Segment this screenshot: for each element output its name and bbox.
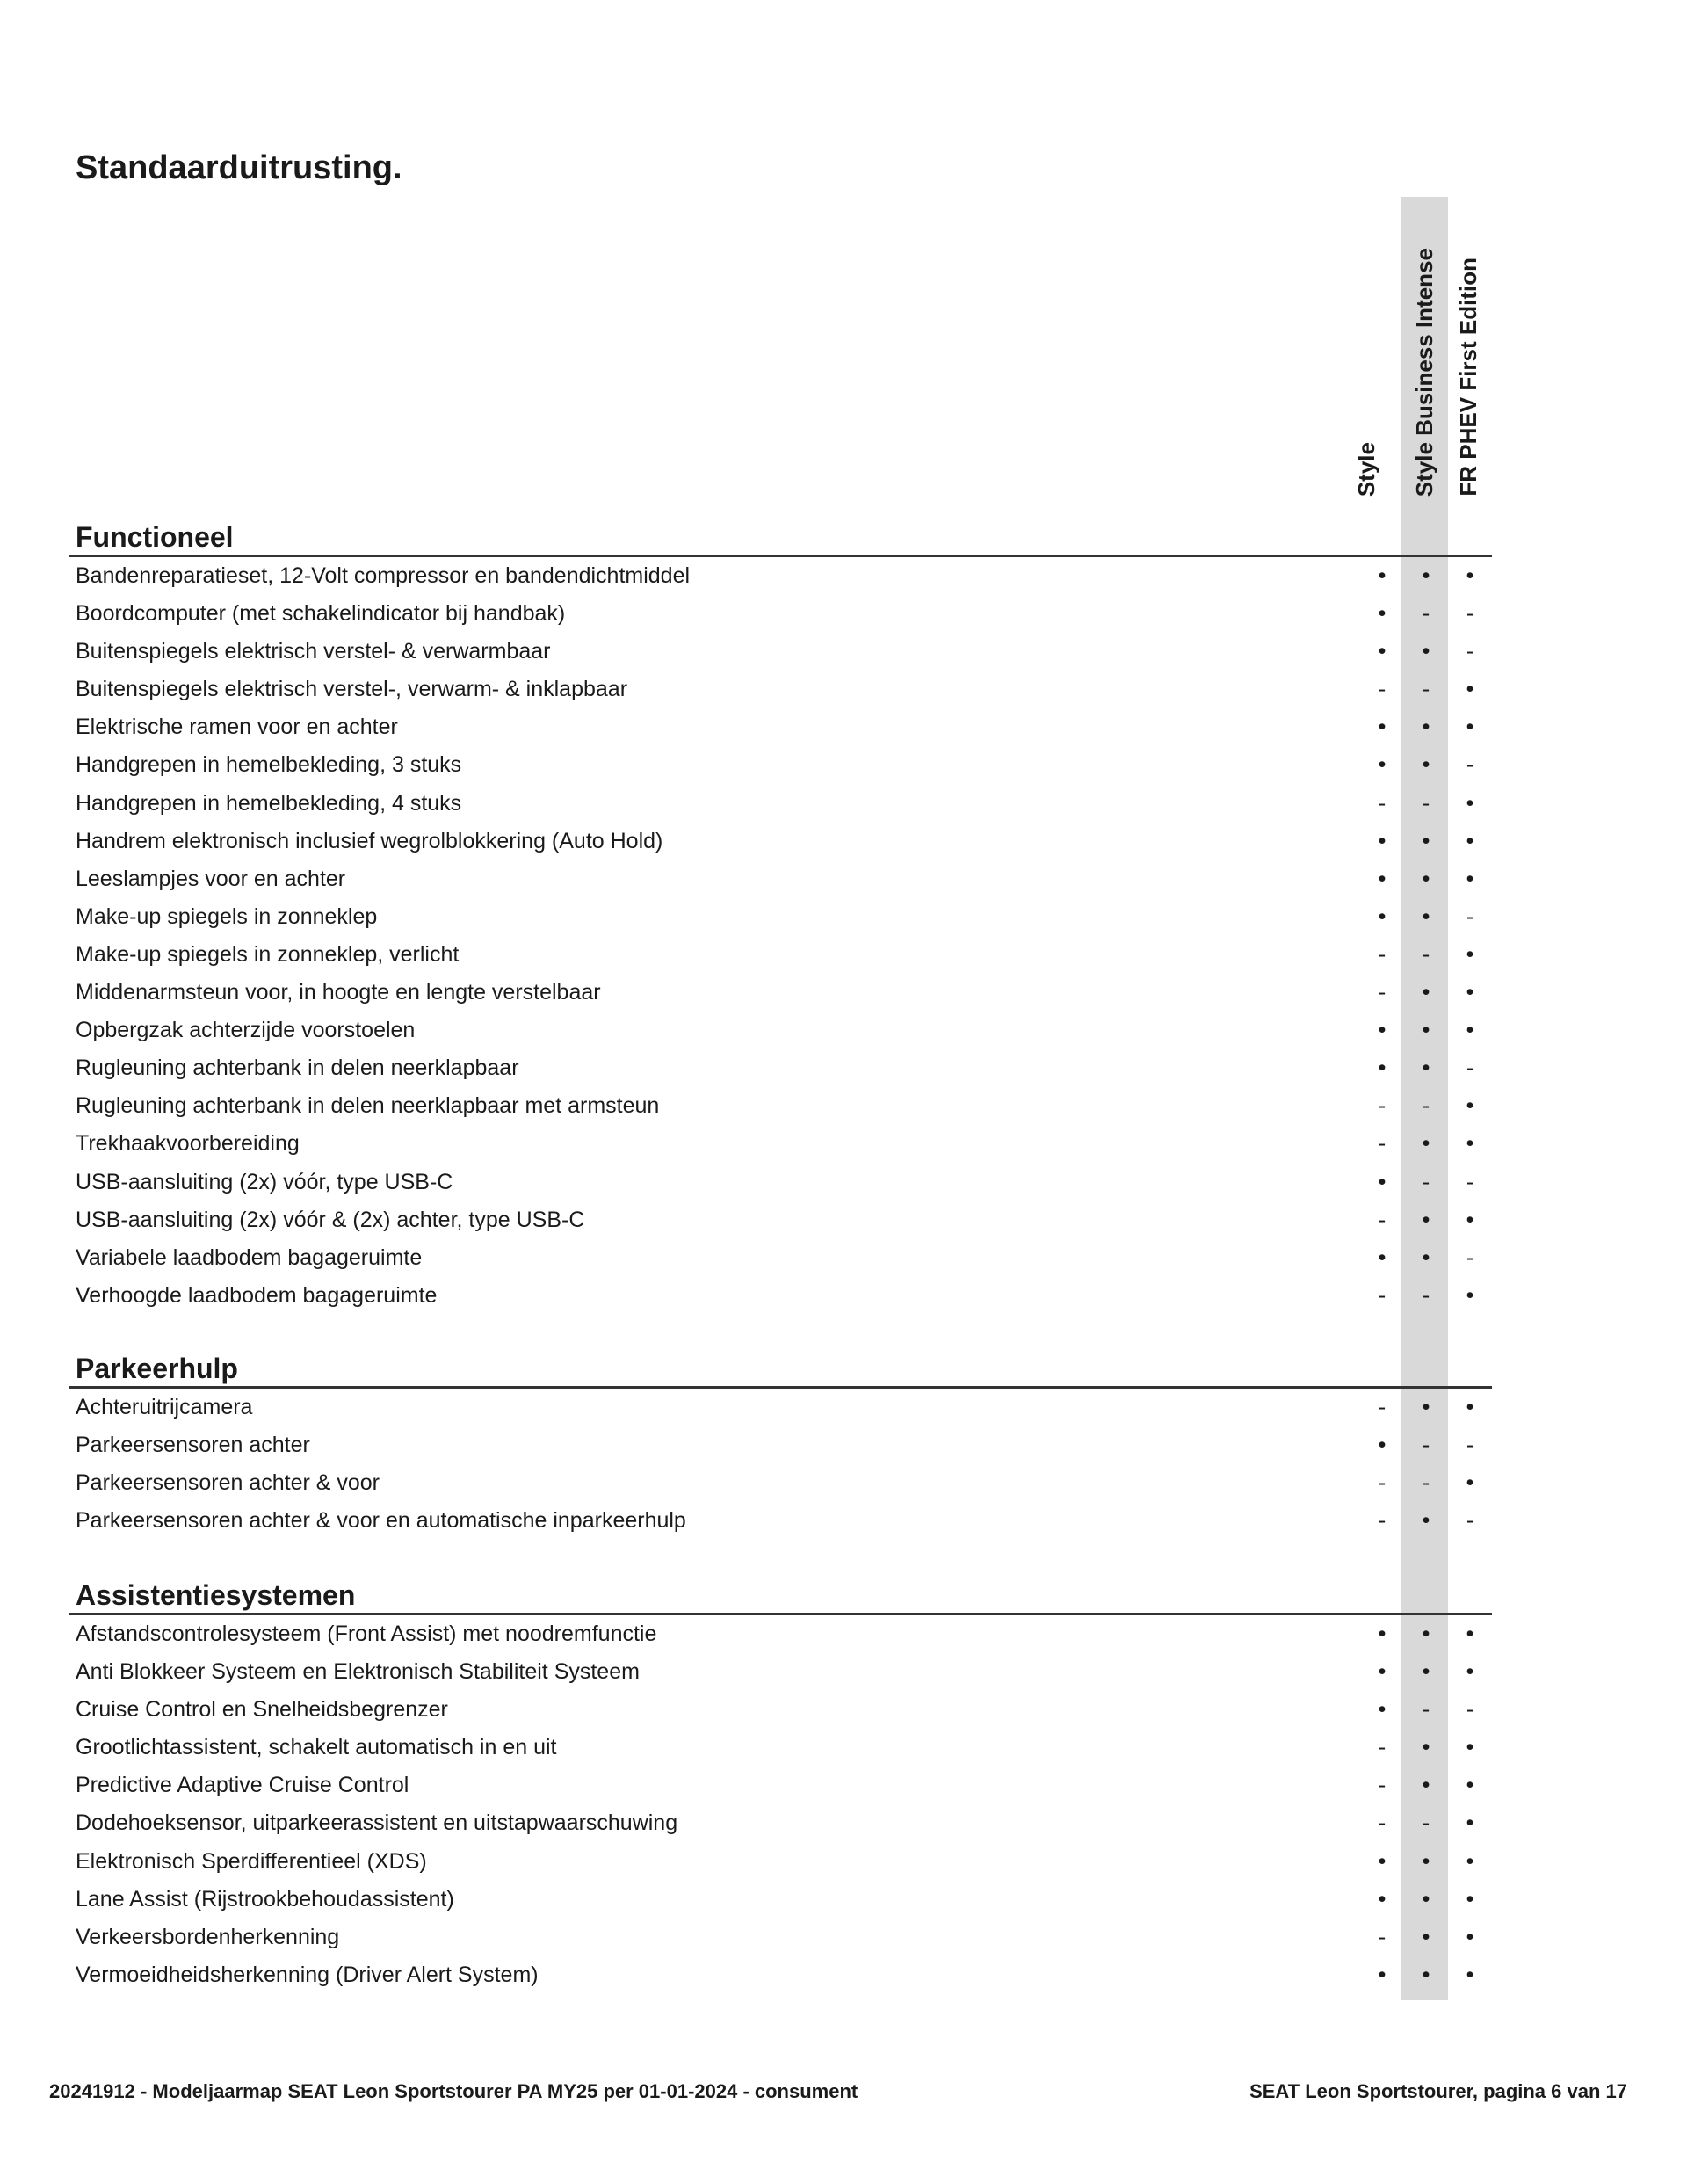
availability-mark: -	[1378, 941, 1387, 967]
feature-label: Handgrepen in hemelbekleding, 4 stuks	[76, 790, 462, 816]
feature-label: Verkeersbordenherkenning	[76, 1924, 340, 1949]
feature-label: Boordcomputer (met schakelindicator bij handbak)	[76, 601, 566, 627]
availability-mark: •	[1466, 866, 1474, 891]
availability-mark: •	[1422, 980, 1430, 1005]
table-row	[69, 1389, 1492, 1426]
table-row	[69, 1804, 1492, 1842]
feature-label: Anti Blokkeer Systeem en Elektronisch Stabiliteit Systeem	[76, 1659, 640, 1685]
availability-mark: •	[1422, 1735, 1430, 1760]
table-row	[69, 1919, 1492, 1956]
availability-mark: -	[1422, 1470, 1430, 1496]
availability-mark: •	[1422, 1924, 1430, 1949]
availability-mark: -	[1378, 1773, 1387, 1798]
availability-mark: -	[1422, 1810, 1430, 1836]
availability-mark: -	[1466, 1697, 1474, 1723]
availability-mark: -	[1378, 677, 1387, 702]
availability-mark: -	[1378, 1282, 1387, 1308]
availability-mark: •	[1422, 752, 1430, 778]
availability-mark: -	[1466, 1056, 1474, 1081]
feature-label: Achteruitrijcamera	[76, 1395, 253, 1419]
table-row	[69, 1653, 1492, 1691]
table-row	[69, 898, 1492, 936]
availability-mark: •	[1466, 1207, 1474, 1232]
availability-mark: •	[1378, 1697, 1387, 1723]
availability-mark: -	[1466, 1169, 1474, 1194]
feature-label: Make-up spiegels in zonneklep	[76, 903, 378, 929]
feature-label: USB-aansluiting (2x) vóór & (2x) achter, type USB-C	[76, 1207, 585, 1232]
table-row	[69, 1767, 1492, 1804]
availability-mark: •	[1378, 639, 1387, 664]
availability-mark: •	[1466, 1962, 1474, 1987]
table-row	[69, 1125, 1492, 1163]
availability-mark: -	[1422, 601, 1430, 627]
availability-mark: •	[1378, 1056, 1387, 1081]
availability-mark: -	[1378, 1131, 1387, 1157]
availability-mark: •	[1466, 828, 1474, 853]
availability-mark: •	[1422, 1508, 1430, 1534]
availability-mark: •	[1422, 1622, 1430, 1646]
feature-label: Make-up spiegels in zonneklep, verlicht	[76, 941, 460, 967]
availability-mark: •	[1378, 1962, 1387, 1987]
availability-mark: -	[1466, 752, 1474, 778]
table-row	[69, 595, 1492, 633]
feature-label: Grootlichtassistent, schakelt automatisch in en uit	[76, 1735, 557, 1760]
table-row	[69, 1729, 1492, 1767]
table-row	[69, 785, 1492, 823]
availability-mark: -	[1422, 1697, 1430, 1723]
table-row	[69, 708, 1492, 746]
feature-label: Opbergzak achterzijde voorstoelen	[76, 1018, 416, 1043]
feature-label: Cruise Control en Snelheidsbegrenzer	[76, 1697, 448, 1723]
availability-mark: •	[1466, 941, 1474, 967]
feature-label: USB-aansluiting (2x) vóór, type USB-C	[76, 1169, 453, 1194]
table-row	[69, 1502, 1492, 1540]
availability-mark: •	[1378, 1018, 1387, 1043]
feature-label: Leeslampjes voor en achter	[76, 866, 346, 891]
feature-label: Parkeersensoren achter & voor	[76, 1470, 380, 1496]
availability-mark: •	[1378, 601, 1387, 627]
availability-mark: •	[1466, 1773, 1474, 1798]
availability-mark: -	[1466, 903, 1474, 929]
table-row	[69, 936, 1492, 974]
section-functioneel	[69, 519, 1492, 1315]
availability-mark: -	[1422, 1169, 1430, 1194]
section-parkeerhulp	[69, 1351, 1492, 1540]
page-title: Standaarduitrusting.	[76, 149, 402, 186]
availability-mark: •	[1466, 1659, 1474, 1685]
availability-mark: -	[1466, 1508, 1474, 1534]
availability-mark: •	[1422, 1659, 1430, 1685]
feature-label: Rugleuning achterbank in delen neerklapbaar met armsteun	[76, 1093, 660, 1119]
availability-mark: •	[1422, 1773, 1430, 1798]
section-title: Parkeerhulp	[76, 1353, 238, 1384]
availability-mark: •	[1378, 1169, 1387, 1194]
availability-mark: -	[1378, 1810, 1387, 1836]
column-header-style-business-intense: Style Business Intense	[1411, 247, 1437, 497]
feature-label: Verhoogde laadbodem bagageruimte	[76, 1282, 438, 1308]
section-title: Functioneel	[76, 521, 234, 553]
availability-mark: •	[1466, 980, 1474, 1005]
availability-mark: -	[1378, 1093, 1387, 1119]
table-row	[69, 1164, 1492, 1201]
feature-label: Buitenspiegels elektrisch verstel- & verwarmbaar	[76, 639, 551, 664]
availability-mark: -	[1378, 1735, 1387, 1760]
availability-mark: -	[1422, 790, 1430, 816]
feature-label: Vermoeidheidsherkenning (Driver Alert System)	[76, 1962, 539, 1987]
availability-mark: •	[1422, 1244, 1430, 1270]
column-header-fr-phev-first-edition: FR PHEV First Edition	[1455, 258, 1481, 497]
feature-label: Predictive Adaptive Cruise Control	[76, 1773, 409, 1798]
availability-mark: •	[1466, 790, 1474, 816]
feature-label: Variabele laadbodem bagageruimte	[76, 1244, 423, 1270]
availability-mark: •	[1422, 563, 1430, 588]
table-row	[69, 1843, 1492, 1881]
availability-mark: •	[1422, 1395, 1430, 1419]
availability-mark: •	[1422, 1056, 1430, 1081]
availability-mark: •	[1422, 1962, 1430, 1987]
feature-label: Parkeersensoren achter & voor en automatische inparkeerhulp	[76, 1508, 686, 1534]
table-row	[69, 1881, 1492, 1919]
availability-mark: •	[1378, 903, 1387, 929]
availability-mark: •	[1466, 1131, 1474, 1157]
table-row	[69, 1049, 1492, 1087]
section-title: Assistentiesystemen	[76, 1579, 356, 1611]
availability-mark: -	[1466, 1433, 1474, 1458]
availability-mark: •	[1466, 1810, 1474, 1836]
table-row	[69, 1956, 1492, 1994]
availability-mark: •	[1466, 1282, 1474, 1308]
table-row	[69, 557, 1492, 595]
availability-mark: •	[1378, 752, 1387, 778]
availability-mark: -	[1378, 1395, 1387, 1419]
availability-mark: -	[1422, 677, 1430, 702]
availability-mark: -	[1422, 941, 1430, 967]
availability-mark: •	[1422, 903, 1430, 929]
availability-mark: -	[1378, 1924, 1387, 1949]
footer-page-number: SEAT Leon Sportstourer, pagina 6 van 17	[1249, 2080, 1627, 2102]
availability-mark: •	[1422, 639, 1430, 664]
feature-label: Handrem elektronisch inclusief wegrolblokkering (Auto Hold)	[76, 828, 663, 853]
table-row	[69, 860, 1492, 898]
column-header-style: Style	[1353, 441, 1379, 497]
feature-label: Rugleuning achterbank in delen neerklapbaar	[76, 1056, 519, 1081]
feature-label: Parkeersensoren achter	[76, 1433, 310, 1458]
availability-mark: -	[1378, 1508, 1387, 1534]
availability-mark: -	[1466, 601, 1474, 627]
feature-label: Lane Assist (Rijstrookbehoudassistent)	[76, 1886, 454, 1912]
availability-mark: -	[1378, 980, 1387, 1005]
feature-label: Handgrepen in hemelbekleding, 3 stuks	[76, 752, 462, 778]
table-row	[69, 823, 1492, 860]
availability-mark: •	[1422, 828, 1430, 853]
availability-mark: •	[1466, 1093, 1474, 1119]
availability-mark: •	[1378, 1244, 1387, 1270]
availability-mark: -	[1378, 790, 1387, 816]
table-row	[69, 1464, 1492, 1502]
availability-mark: •	[1422, 866, 1430, 891]
availability-mark: -	[1378, 1207, 1387, 1232]
feature-label: Elektrische ramen voor en achter	[76, 715, 398, 740]
availability-mark: •	[1422, 715, 1430, 740]
availability-mark: •	[1466, 1848, 1474, 1874]
availability-mark: •	[1378, 1433, 1387, 1458]
table-row	[69, 1012, 1492, 1049]
availability-mark: -	[1466, 1244, 1474, 1270]
table-row	[69, 1239, 1492, 1277]
availability-mark: •	[1422, 1018, 1430, 1043]
availability-mark: •	[1466, 1735, 1474, 1760]
table-row	[69, 671, 1492, 708]
table-row	[69, 1201, 1492, 1239]
availability-mark: -	[1422, 1093, 1430, 1119]
feature-label: Buitenspiegels elektrisch verstel-, verwarm- & inklapbaar	[76, 677, 628, 702]
availability-mark: •	[1466, 677, 1474, 702]
table-row	[69, 1691, 1492, 1729]
feature-label: Dodehoeksensor, uitparkeerassistent en uitstapwaarschuwing	[76, 1810, 678, 1836]
availability-mark: •	[1466, 1470, 1474, 1496]
availability-mark: •	[1378, 1622, 1387, 1646]
footer-document-info: 20241912 - Modeljaarmap SEAT Leon Sportstourer PA MY25 per 01-01-2024 - consument	[49, 2080, 858, 2102]
availability-mark: •	[1422, 1131, 1430, 1157]
table-row	[69, 1277, 1492, 1315]
availability-mark: •	[1466, 1924, 1474, 1949]
availability-mark: •	[1378, 1886, 1387, 1912]
availability-mark: •	[1378, 563, 1387, 588]
availability-mark: •	[1422, 1848, 1430, 1874]
feature-label: Afstandscontrolesysteem (Front Assist) met noodremfunctie	[76, 1622, 657, 1646]
availability-mark: -	[1422, 1433, 1430, 1458]
feature-label: Bandenreparatieset, 12-Volt compressor en bandendichtmiddel	[76, 563, 691, 588]
availability-mark: •	[1378, 866, 1387, 891]
availability-mark: •	[1378, 715, 1387, 740]
availability-mark: •	[1422, 1207, 1430, 1232]
section-assistentiesystemen	[69, 1578, 1492, 1994]
table-row	[69, 1426, 1492, 1464]
availability-mark: •	[1466, 1395, 1474, 1419]
feature-label: Middenarmsteun voor, in hoogte en lengte verstelbaar	[76, 980, 601, 1005]
availability-mark: •	[1422, 1886, 1430, 1912]
table-row	[69, 633, 1492, 671]
feature-label: Elektronisch Sperdifferentieel (XDS)	[76, 1848, 427, 1874]
availability-mark: •	[1466, 1018, 1474, 1043]
availability-mark: •	[1378, 1848, 1387, 1874]
availability-mark: -	[1378, 1470, 1387, 1496]
table-row	[69, 974, 1492, 1012]
availability-mark: •	[1466, 1622, 1474, 1646]
availability-mark: -	[1466, 639, 1474, 664]
table-row	[69, 1087, 1492, 1125]
table-row	[69, 1615, 1492, 1653]
table-row	[69, 746, 1492, 784]
availability-mark: •	[1466, 1886, 1474, 1912]
availability-mark: -	[1422, 1282, 1430, 1308]
availability-mark: •	[1378, 828, 1387, 853]
availability-mark: •	[1466, 715, 1474, 740]
feature-label: Trekhaakvoorbereiding	[76, 1131, 300, 1157]
availability-mark: •	[1378, 1659, 1387, 1685]
availability-mark: •	[1466, 563, 1474, 588]
